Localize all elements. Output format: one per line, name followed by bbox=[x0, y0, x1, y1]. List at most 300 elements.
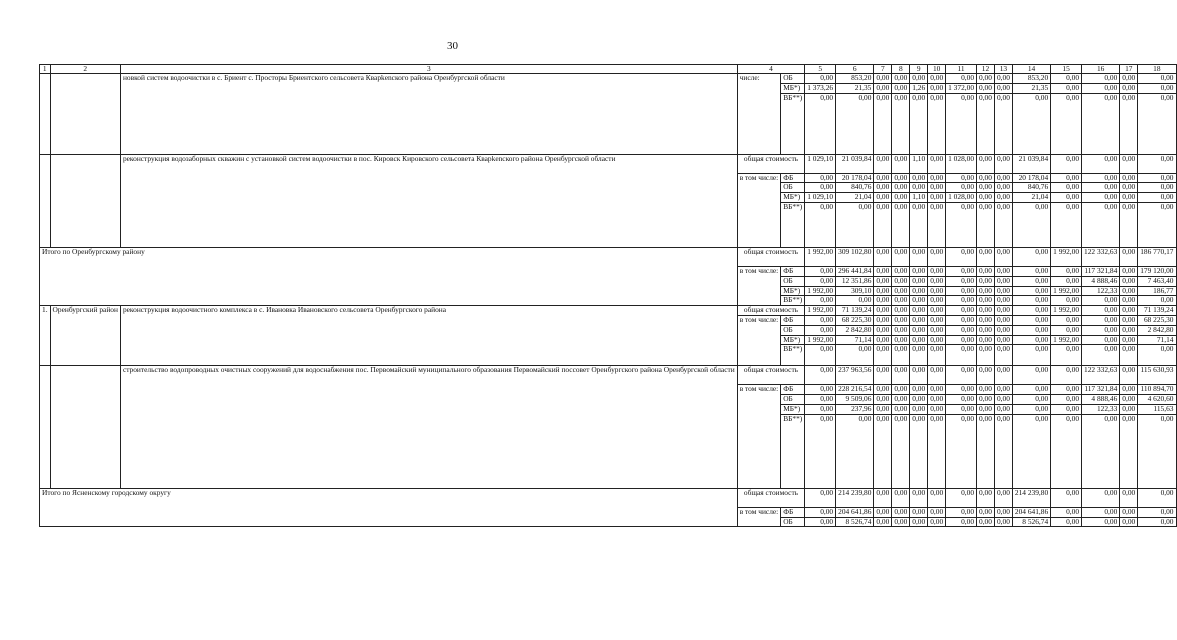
total-row bbox=[40, 488, 1177, 507]
value-cell: 0,00 bbox=[928, 154, 946, 173]
row-number: 1. bbox=[40, 306, 51, 366]
value-cell: 0,00 bbox=[946, 385, 977, 395]
value-cell: 21,04 bbox=[836, 193, 874, 203]
value-cell: 0,00 bbox=[946, 74, 977, 84]
value-cell: 0,00 bbox=[977, 345, 995, 366]
value-cell: 0,00 bbox=[910, 306, 928, 316]
value-cell: 0,00 bbox=[946, 183, 977, 193]
value-cell: 0,00 bbox=[892, 325, 910, 335]
value-cell: 0,00 bbox=[1138, 74, 1176, 84]
value-cell: 1 992,00 bbox=[805, 247, 836, 266]
value-cell: 0,00 bbox=[892, 306, 910, 316]
value-cell: 122 332,63 bbox=[1082, 366, 1120, 385]
value-cell: 0,00 bbox=[874, 296, 892, 306]
value-cell: 0,00 bbox=[977, 414, 995, 488]
value-cell: 0,00 bbox=[874, 74, 892, 84]
fund-code: ФБ bbox=[781, 507, 805, 517]
value-cell: 0,00 bbox=[946, 93, 977, 154]
fund-code: ВБ**) bbox=[781, 296, 805, 306]
fund-row bbox=[40, 74, 1177, 84]
value-cell: 0,00 bbox=[1012, 366, 1050, 385]
value-cell: 0,00 bbox=[1082, 345, 1120, 366]
value-cell: 0,00 bbox=[1082, 202, 1120, 247]
value-cell: 0,00 bbox=[874, 325, 892, 335]
value-cell: 0,00 bbox=[977, 507, 995, 517]
value-cell: 0,00 bbox=[910, 335, 928, 345]
value-cell: 0,00 bbox=[994, 306, 1012, 316]
value-cell: 0,00 bbox=[1082, 517, 1120, 527]
value-cell: 122 332,63 bbox=[1082, 247, 1120, 266]
value-cell: 0,00 bbox=[928, 93, 946, 154]
value-cell: 0,00 bbox=[892, 385, 910, 395]
value-cell: 0,00 bbox=[874, 83, 892, 93]
value-cell: 0,00 bbox=[910, 366, 928, 385]
value-cell: 0,00 bbox=[910, 385, 928, 395]
value-cell: 71,14 bbox=[836, 335, 874, 345]
value-cell: 0,00 bbox=[1120, 315, 1138, 325]
value-cell: 0,00 bbox=[1012, 385, 1050, 395]
value-cell: 115,63 bbox=[1138, 404, 1176, 414]
value-cell: 0,00 bbox=[928, 385, 946, 395]
value-cell: 0,00 bbox=[928, 315, 946, 325]
value-cell: 0,00 bbox=[994, 507, 1012, 517]
value-cell: 0,00 bbox=[805, 395, 836, 405]
value-cell: 0,00 bbox=[946, 173, 977, 183]
value-cell: 0,00 bbox=[1012, 266, 1050, 276]
value-cell: 0,00 bbox=[946, 404, 977, 414]
value-cell: 0,00 bbox=[928, 414, 946, 488]
value-cell: 0,00 bbox=[1138, 414, 1176, 488]
value-cell: 0,00 bbox=[994, 83, 1012, 93]
district-name bbox=[50, 366, 120, 488]
value-cell: 0,00 bbox=[994, 385, 1012, 395]
value-cell: 0,00 bbox=[1082, 83, 1120, 93]
value-cell: 0,00 bbox=[910, 488, 928, 507]
value-cell: 0,00 bbox=[910, 276, 928, 286]
value-cell: 0,00 bbox=[1120, 266, 1138, 276]
value-cell: 0,00 bbox=[946, 266, 977, 276]
value-cell: 0,00 bbox=[1051, 404, 1082, 414]
value-cell: 0,00 bbox=[1120, 247, 1138, 266]
value-cell: 0,00 bbox=[1120, 154, 1138, 173]
section-name: Итого по Ясненскому городскому округу bbox=[40, 488, 738, 527]
header-cell: 16 bbox=[1082, 65, 1120, 74]
value-cell: 0,00 bbox=[1082, 306, 1120, 316]
total-row bbox=[40, 366, 1177, 385]
value-cell: 0,00 bbox=[994, 335, 1012, 345]
value-cell: 0,00 bbox=[977, 488, 995, 507]
value-cell: 0,00 bbox=[874, 247, 892, 266]
value-cell: 1,10 bbox=[910, 193, 928, 203]
value-cell: 0,00 bbox=[994, 276, 1012, 286]
value-cell: 0,00 bbox=[977, 83, 995, 93]
value-cell: 0,00 bbox=[1082, 74, 1120, 84]
value-cell: 0,00 bbox=[910, 395, 928, 405]
value-cell: 0,00 bbox=[892, 83, 910, 93]
value-cell: 0,00 bbox=[1051, 366, 1082, 385]
value-cell: 0,00 bbox=[1051, 202, 1082, 247]
value-cell: 0,00 bbox=[977, 395, 995, 405]
value-cell: 0,00 bbox=[892, 193, 910, 203]
value-cell: 0,00 bbox=[1051, 488, 1082, 507]
value-cell: 21 039,84 bbox=[1012, 154, 1050, 173]
header-cell: 12 bbox=[977, 65, 995, 74]
row-number bbox=[40, 366, 51, 488]
value-cell: 0,00 bbox=[946, 366, 977, 385]
total-label: общая стоимость bbox=[737, 154, 805, 173]
value-cell: 309 102,80 bbox=[836, 247, 874, 266]
value-cell: 0,00 bbox=[910, 345, 928, 366]
value-cell: 71 139,24 bbox=[1138, 306, 1176, 316]
value-cell: 0,00 bbox=[994, 286, 1012, 296]
value-cell: 1 029,10 bbox=[805, 154, 836, 173]
value-cell: 1 992,00 bbox=[1051, 247, 1082, 266]
in-which-label: числе: bbox=[737, 74, 781, 155]
value-cell: 0,00 bbox=[946, 517, 977, 527]
value-cell: 0,00 bbox=[805, 315, 836, 325]
value-cell: 0,00 bbox=[836, 296, 874, 306]
value-cell: 12 351,86 bbox=[836, 276, 874, 286]
fund-code: ОБ bbox=[781, 276, 805, 286]
value-cell: 21,35 bbox=[1012, 83, 1050, 93]
header-cell: 18 bbox=[1138, 65, 1176, 74]
value-cell: 0,00 bbox=[928, 173, 946, 183]
value-cell: 0,00 bbox=[1138, 83, 1176, 93]
value-cell: 0,00 bbox=[928, 366, 946, 385]
value-cell: 1 992,00 bbox=[1051, 335, 1082, 345]
fund-code: МБ*) bbox=[781, 83, 805, 93]
value-cell: 0,00 bbox=[928, 345, 946, 366]
value-cell: 0,00 bbox=[928, 335, 946, 345]
value-cell: 0,00 bbox=[946, 286, 977, 296]
value-cell: 0,00 bbox=[805, 296, 836, 306]
value-cell: 237,96 bbox=[836, 404, 874, 414]
value-cell: 0,00 bbox=[1051, 507, 1082, 517]
value-cell: 0,00 bbox=[1082, 335, 1120, 345]
value-cell: 0,00 bbox=[1082, 488, 1120, 507]
value-cell: 0,00 bbox=[928, 325, 946, 335]
value-cell: 0,00 bbox=[1012, 93, 1050, 154]
value-cell: 204 641,86 bbox=[1012, 507, 1050, 517]
value-cell: 0,00 bbox=[910, 286, 928, 296]
fund-code: ВБ**) bbox=[781, 345, 805, 366]
value-cell: 1 992,00 bbox=[1051, 286, 1082, 296]
fund-code: ОБ bbox=[781, 325, 805, 335]
value-cell: 0,00 bbox=[910, 266, 928, 276]
value-cell: 0,00 bbox=[994, 315, 1012, 325]
value-cell: 0,00 bbox=[994, 193, 1012, 203]
value-cell: 0,00 bbox=[946, 488, 977, 507]
total-row bbox=[40, 247, 1177, 266]
value-cell: 0,00 bbox=[910, 325, 928, 335]
value-cell: 0,00 bbox=[910, 74, 928, 84]
value-cell: 0,00 bbox=[1120, 395, 1138, 405]
header-cell: 17 bbox=[1120, 65, 1138, 74]
value-cell: 68 225,30 bbox=[1138, 315, 1176, 325]
value-cell: 0,00 bbox=[928, 306, 946, 316]
value-cell: 853,20 bbox=[836, 74, 874, 84]
value-cell: 0,00 bbox=[994, 345, 1012, 366]
value-cell: 2 842,80 bbox=[836, 325, 874, 335]
value-cell: 0,00 bbox=[805, 414, 836, 488]
header-cell: 2 bbox=[50, 65, 120, 74]
value-cell: 0,00 bbox=[1051, 296, 1082, 306]
value-cell: 0,00 bbox=[977, 366, 995, 385]
value-cell: 0,00 bbox=[910, 183, 928, 193]
value-cell: 115 630,93 bbox=[1138, 366, 1176, 385]
value-cell: 1 028,00 bbox=[946, 193, 977, 203]
header-cell: 1 bbox=[40, 65, 51, 74]
value-cell: 0,00 bbox=[928, 296, 946, 306]
fund-code: МБ*) bbox=[781, 335, 805, 345]
value-cell: 0,00 bbox=[874, 315, 892, 325]
value-cell: 0,00 bbox=[1120, 517, 1138, 527]
value-cell: 0,00 bbox=[977, 325, 995, 335]
value-cell: 0,00 bbox=[892, 335, 910, 345]
value-cell: 0,00 bbox=[946, 414, 977, 488]
value-cell: 0,00 bbox=[1138, 517, 1176, 527]
value-cell: 0,00 bbox=[994, 488, 1012, 507]
value-cell: 0,00 bbox=[977, 202, 995, 247]
value-cell: 0,00 bbox=[805, 517, 836, 527]
header-cell: 4 bbox=[737, 65, 805, 74]
total-label: общая стоимость bbox=[737, 366, 805, 385]
value-cell: 0,00 bbox=[892, 296, 910, 306]
header-cell: 5 bbox=[805, 65, 836, 74]
value-cell: 9 509,06 bbox=[836, 395, 874, 405]
value-cell: 0,00 bbox=[892, 173, 910, 183]
value-cell: 179 120,00 bbox=[1138, 266, 1176, 276]
value-cell: 0,00 bbox=[994, 266, 1012, 276]
value-cell: 1,10 bbox=[910, 154, 928, 173]
value-cell: 0,00 bbox=[1138, 183, 1176, 193]
value-cell: 0,00 bbox=[977, 193, 995, 203]
fund-code: ОБ bbox=[781, 395, 805, 405]
in-which-label: в том числе: bbox=[737, 266, 781, 305]
value-cell: 0,00 bbox=[910, 247, 928, 266]
value-cell: 0,00 bbox=[836, 93, 874, 154]
section-name: Итого по Оренбургскому району bbox=[40, 247, 738, 305]
value-cell: 0,00 bbox=[1138, 202, 1176, 247]
value-cell: 0,00 bbox=[874, 183, 892, 193]
value-cell: 0,00 bbox=[805, 173, 836, 183]
value-cell: 0,00 bbox=[892, 404, 910, 414]
value-cell: 0,00 bbox=[1051, 345, 1082, 366]
fund-code: МБ*) bbox=[781, 404, 805, 414]
header-cell: 10 bbox=[928, 65, 946, 74]
fund-code: ОБ bbox=[781, 183, 805, 193]
value-cell: 0,00 bbox=[1082, 325, 1120, 335]
value-cell: 1 992,00 bbox=[805, 286, 836, 296]
value-cell: 0,00 bbox=[1051, 74, 1082, 84]
value-cell: 0,00 bbox=[946, 202, 977, 247]
value-cell: 0,00 bbox=[1012, 315, 1050, 325]
value-cell: 0,00 bbox=[892, 488, 910, 507]
value-cell: 0,00 bbox=[892, 315, 910, 325]
header-cell: 13 bbox=[994, 65, 1012, 74]
value-cell: 0,00 bbox=[1120, 74, 1138, 84]
value-cell: 0,00 bbox=[977, 74, 995, 84]
value-cell: 0,00 bbox=[1051, 266, 1082, 276]
value-cell: 71,14 bbox=[1138, 335, 1176, 345]
value-cell: 0,00 bbox=[928, 276, 946, 286]
header-cell: 7 bbox=[874, 65, 892, 74]
value-cell: 853,20 bbox=[1012, 74, 1050, 84]
value-cell: 0,00 bbox=[994, 404, 1012, 414]
value-cell: 0,00 bbox=[1120, 93, 1138, 154]
value-cell: 0,00 bbox=[1012, 276, 1050, 286]
page-number: 30 bbox=[447, 40, 458, 52]
value-cell: 0,00 bbox=[1051, 93, 1082, 154]
value-cell: 0,00 bbox=[892, 276, 910, 286]
value-cell: 0,00 bbox=[892, 414, 910, 488]
value-cell: 0,00 bbox=[977, 93, 995, 154]
value-cell: 0,00 bbox=[928, 183, 946, 193]
value-cell: 0,00 bbox=[1051, 315, 1082, 325]
value-cell: 0,00 bbox=[874, 93, 892, 154]
value-cell: 0,00 bbox=[1120, 414, 1138, 488]
value-cell: 20 178,04 bbox=[836, 173, 874, 183]
value-cell: 0,00 bbox=[928, 286, 946, 296]
value-cell: 0,00 bbox=[928, 74, 946, 84]
value-cell: 0,00 bbox=[1120, 296, 1138, 306]
value-cell: 0,00 bbox=[928, 507, 946, 517]
data-table bbox=[39, 64, 1177, 527]
value-cell: 0,00 bbox=[977, 517, 995, 527]
value-cell: 237 963,56 bbox=[836, 366, 874, 385]
value-cell: 0,00 bbox=[805, 74, 836, 84]
value-cell: 0,00 bbox=[805, 488, 836, 507]
value-cell: 0,00 bbox=[1120, 276, 1138, 286]
fund-code: МБ*) bbox=[781, 286, 805, 296]
value-cell: 0,00 bbox=[994, 93, 1012, 154]
value-cell: 0,00 bbox=[1120, 325, 1138, 335]
value-cell: 0,00 bbox=[1051, 183, 1082, 193]
value-cell: 0,00 bbox=[977, 154, 995, 173]
value-cell: 0,00 bbox=[1051, 173, 1082, 183]
value-cell: 0,00 bbox=[1012, 345, 1050, 366]
value-cell: 0,00 bbox=[892, 202, 910, 247]
value-cell: 0,00 bbox=[928, 517, 946, 527]
value-cell: 0,00 bbox=[977, 247, 995, 266]
value-cell: 0,00 bbox=[1138, 507, 1176, 517]
value-cell: 204 641,86 bbox=[836, 507, 874, 517]
value-cell: 0,00 bbox=[892, 345, 910, 366]
fund-code: ФБ bbox=[781, 173, 805, 183]
value-cell: 0,00 bbox=[1120, 193, 1138, 203]
in-which-label: в том числе: bbox=[737, 315, 781, 365]
value-cell: 0,00 bbox=[977, 306, 995, 316]
value-cell: 0,00 bbox=[1082, 414, 1120, 488]
object-name: строительство водопроводных очистных сооружений для водоснабжения пос. Первомайский муниципального образования Первомайский поссовет Оренбургского района Оренбургской области bbox=[120, 366, 737, 488]
value-cell: 0,00 bbox=[1012, 325, 1050, 335]
value-cell: 0,00 bbox=[1082, 154, 1120, 173]
value-cell: 0,00 bbox=[874, 286, 892, 296]
header-cell: 8 bbox=[892, 65, 910, 74]
object-name: новкой систем водоочистки в с. Бриент с. Просторы Бриентского сельсовета Кварkenского района Оренбургской области bbox=[120, 74, 737, 155]
value-cell: 0,00 bbox=[910, 173, 928, 183]
value-cell: 0,00 bbox=[874, 193, 892, 203]
value-cell: 0,00 bbox=[1120, 404, 1138, 414]
value-cell: 0,00 bbox=[1051, 83, 1082, 93]
total-label: общая стоимость bbox=[737, 488, 805, 507]
value-cell: 0,00 bbox=[946, 306, 977, 316]
value-cell: 20 178,04 bbox=[1012, 173, 1050, 183]
value-cell: 0,00 bbox=[977, 335, 995, 345]
value-cell: 0,00 bbox=[1082, 296, 1120, 306]
value-cell: 0,00 bbox=[946, 247, 977, 266]
total-label: общая стоимость bbox=[737, 247, 805, 266]
value-cell: 0,00 bbox=[805, 202, 836, 247]
value-cell: 122,33 bbox=[1082, 286, 1120, 296]
value-cell: 0,00 bbox=[1051, 385, 1082, 395]
value-cell: 0,00 bbox=[1051, 517, 1082, 527]
value-cell: 0,00 bbox=[994, 395, 1012, 405]
value-cell: 0,00 bbox=[994, 366, 1012, 385]
value-cell: 0,00 bbox=[805, 366, 836, 385]
value-cell: 0,00 bbox=[946, 395, 977, 405]
value-cell: 0,00 bbox=[994, 74, 1012, 84]
value-cell: 0,00 bbox=[1051, 276, 1082, 286]
value-cell: 0,00 bbox=[977, 276, 995, 286]
value-cell: 0,00 bbox=[1120, 286, 1138, 296]
in-which-label: в том числе: bbox=[737, 507, 781, 527]
fund-code: МБ*) bbox=[781, 193, 805, 203]
district-name bbox=[50, 74, 120, 155]
value-cell: 0,00 bbox=[994, 414, 1012, 488]
value-cell: 0,00 bbox=[836, 202, 874, 247]
value-cell: 117 321,84 bbox=[1082, 266, 1120, 276]
value-cell: 0,00 bbox=[836, 345, 874, 366]
value-cell: 0,00 bbox=[977, 404, 995, 414]
value-cell: 8 526,74 bbox=[1012, 517, 1050, 527]
value-cell: 0,00 bbox=[1138, 173, 1176, 183]
fund-code: ОБ bbox=[781, 74, 805, 84]
value-cell: 0,00 bbox=[1051, 193, 1082, 203]
value-cell: 0,00 bbox=[910, 93, 928, 154]
value-cell: 0,00 bbox=[874, 335, 892, 345]
value-cell: 0,00 bbox=[910, 404, 928, 414]
value-cell: 0,00 bbox=[805, 266, 836, 276]
value-cell: 0,00 bbox=[994, 202, 1012, 247]
value-cell: 0,00 bbox=[928, 404, 946, 414]
value-cell: 0,00 bbox=[1138, 296, 1176, 306]
value-cell: 0,00 bbox=[874, 507, 892, 517]
value-cell: 0,00 bbox=[946, 325, 977, 335]
value-cell: 0,00 bbox=[1120, 183, 1138, 193]
value-cell: 0,00 bbox=[1120, 83, 1138, 93]
total-label: общая стоимость bbox=[737, 306, 805, 316]
value-cell: 0,00 bbox=[892, 395, 910, 405]
value-cell: 0,00 bbox=[874, 517, 892, 527]
value-cell: 1 028,00 bbox=[946, 154, 977, 173]
value-cell: 840,76 bbox=[1012, 183, 1050, 193]
fund-code: ОБ bbox=[781, 517, 805, 527]
value-cell: 186 770,17 bbox=[1138, 247, 1176, 266]
value-cell: 4 888,46 bbox=[1082, 276, 1120, 286]
value-cell: 0,00 bbox=[805, 93, 836, 154]
value-cell: 0,00 bbox=[1012, 335, 1050, 345]
value-cell: 1,26 bbox=[910, 83, 928, 93]
value-cell: 0,00 bbox=[805, 385, 836, 395]
value-cell: 0,00 bbox=[1082, 507, 1120, 517]
value-cell: 0,00 bbox=[892, 247, 910, 266]
header-cell: 11 bbox=[946, 65, 977, 74]
value-cell: 4 888,46 bbox=[1082, 395, 1120, 405]
value-cell: 0,00 bbox=[874, 404, 892, 414]
value-cell: 228 216,54 bbox=[836, 385, 874, 395]
value-cell: 0,00 bbox=[1082, 315, 1120, 325]
